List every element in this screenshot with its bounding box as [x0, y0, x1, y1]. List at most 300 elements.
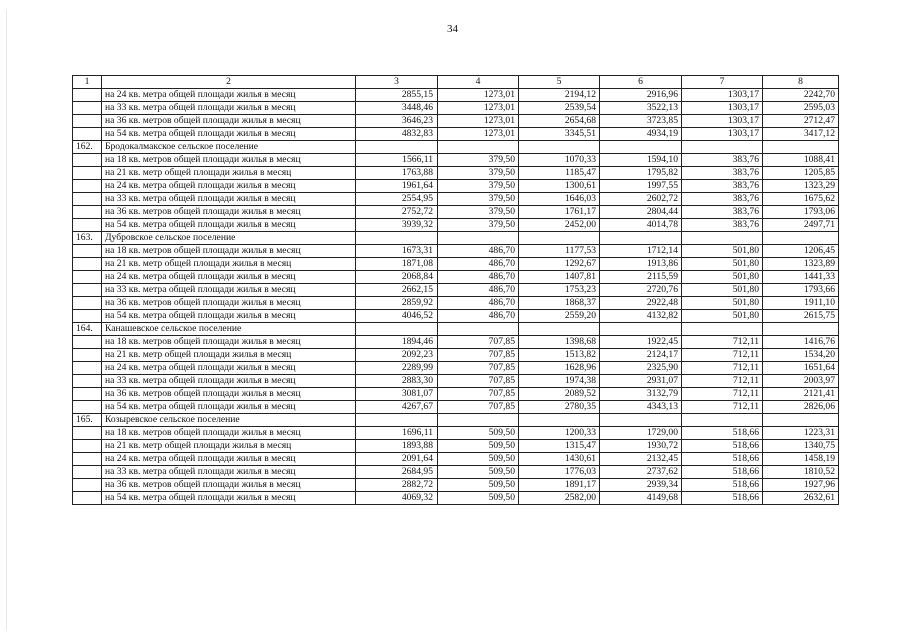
table-row	[73, 245, 839, 258]
value-cell: 1458,19	[763, 453, 839, 466]
value-cell: 712,11	[682, 388, 763, 401]
value-cell: 1673,31	[356, 245, 438, 258]
value-cell: 501,80	[682, 297, 763, 310]
row-number	[73, 336, 102, 349]
value-cell: 486,70	[438, 310, 519, 323]
value-cell: 486,70	[438, 284, 519, 297]
value-cell: 712,11	[682, 375, 763, 388]
value-cell: 2452,00	[519, 219, 600, 232]
value-cell: 501,80	[682, 245, 763, 258]
empty-cell	[600, 414, 682, 427]
row-number	[73, 167, 102, 180]
value-cell: 2632,61	[763, 492, 839, 505]
value-cell: 1177,53	[519, 245, 600, 258]
value-cell: 2662,15	[356, 284, 438, 297]
row-description: на 21 кв. метр общей площади жилья в месяц	[102, 167, 356, 180]
value-cell: 4832,83	[356, 128, 438, 141]
section-title: Дубровское сельское поселение	[102, 232, 356, 245]
value-cell: 2855,15	[356, 89, 438, 102]
row-description: на 36 кв. метров общей площади жилья в месяц	[102, 115, 356, 128]
value-cell: 4132,82	[600, 310, 682, 323]
row-number	[73, 193, 102, 206]
value-cell: 1323,89	[763, 258, 839, 271]
table-row	[73, 154, 839, 167]
value-cell: 1303,17	[682, 115, 763, 128]
section-row	[73, 323, 839, 336]
row-number	[73, 401, 102, 414]
value-cell: 1913,86	[600, 258, 682, 271]
value-cell: 1513,82	[519, 349, 600, 362]
value-cell: 1761,17	[519, 206, 600, 219]
value-cell: 501,80	[682, 310, 763, 323]
row-description: на 54 кв. метра общей площади жилья в месяц	[102, 219, 356, 232]
value-cell: 1961,64	[356, 180, 438, 193]
value-cell: 3939,32	[356, 219, 438, 232]
value-cell: 1534,20	[763, 349, 839, 362]
value-cell: 4069,32	[356, 492, 438, 505]
empty-cell	[438, 414, 519, 427]
value-cell: 509,50	[438, 427, 519, 440]
value-cell: 1911,10	[763, 297, 839, 310]
value-cell: 3345,51	[519, 128, 600, 141]
value-cell: 1205,85	[763, 167, 839, 180]
row-description: на 24 кв. метра общей площади жилья в месяц	[102, 180, 356, 193]
value-cell: 2712,47	[763, 115, 839, 128]
value-cell: 486,70	[438, 258, 519, 271]
value-cell: 2121,41	[763, 388, 839, 401]
value-cell: 1922,45	[600, 336, 682, 349]
value-cell: 2922,48	[600, 297, 682, 310]
row-number	[73, 349, 102, 362]
row-number	[73, 271, 102, 284]
table-row	[73, 115, 839, 128]
section-title: Бродокалмакское сельское поселение	[102, 141, 356, 154]
table-row	[73, 492, 839, 505]
row-number	[73, 310, 102, 323]
value-cell: 2091,64	[356, 453, 438, 466]
value-cell: 2615,75	[763, 310, 839, 323]
value-cell: 1795,82	[600, 167, 682, 180]
value-cell: 1303,17	[682, 102, 763, 115]
row-number	[73, 154, 102, 167]
row-description: на 18 кв. метров общей площади жилья в месяц	[102, 336, 356, 349]
section-number: 162.	[73, 141, 102, 154]
value-cell: 1323,29	[763, 180, 839, 193]
table-row	[73, 297, 839, 310]
row-description: на 33 кв. метра общей площади жилья в месяц	[102, 193, 356, 206]
value-cell: 2124,17	[600, 349, 682, 362]
value-cell: 1927,96	[763, 479, 839, 492]
table-row	[73, 102, 839, 115]
value-cell: 1340,75	[763, 440, 839, 453]
row-number	[73, 245, 102, 258]
value-cell: 518,66	[682, 466, 763, 479]
empty-cell	[763, 414, 839, 427]
row-description: на 33 кв. метра общей площади жилья в месяц	[102, 284, 356, 297]
value-cell: 383,76	[682, 154, 763, 167]
value-cell: 2559,20	[519, 310, 600, 323]
column-header: 8	[763, 76, 839, 89]
table-row	[73, 479, 839, 492]
value-cell: 2684,95	[356, 466, 438, 479]
row-description: на 18 кв. метров общей площади жилья в месяц	[102, 427, 356, 440]
value-cell: 1398,68	[519, 336, 600, 349]
value-cell: 1430,61	[519, 453, 600, 466]
value-cell: 1646,03	[519, 193, 600, 206]
empty-cell	[356, 141, 438, 154]
value-cell: 4267,67	[356, 401, 438, 414]
empty-cell	[600, 141, 682, 154]
value-cell: 707,85	[438, 362, 519, 375]
table-row	[73, 466, 839, 479]
value-cell: 1729,00	[600, 427, 682, 440]
table-row	[73, 440, 839, 453]
value-cell: 379,50	[438, 154, 519, 167]
value-cell: 707,85	[438, 375, 519, 388]
section-number: 165.	[73, 414, 102, 427]
value-cell: 383,76	[682, 206, 763, 219]
value-cell: 1893,88	[356, 440, 438, 453]
row-number	[73, 115, 102, 128]
value-cell: 379,50	[438, 180, 519, 193]
row-number	[73, 89, 102, 102]
value-cell: 2582,00	[519, 492, 600, 505]
section-number: 163.	[73, 232, 102, 245]
row-number	[73, 219, 102, 232]
row-number	[73, 440, 102, 453]
value-cell: 379,50	[438, 206, 519, 219]
column-header: 5	[519, 76, 600, 89]
value-cell: 1206,45	[763, 245, 839, 258]
row-description: на 54 кв. метра общей площади жилья в месяц	[102, 492, 356, 505]
row-description: на 36 кв. метров общей площади жилья в месяц	[102, 206, 356, 219]
value-cell: 2882,72	[356, 479, 438, 492]
value-cell: 2089,52	[519, 388, 600, 401]
value-cell: 2092,23	[356, 349, 438, 362]
value-cell: 501,80	[682, 284, 763, 297]
empty-cell	[438, 232, 519, 245]
table-row	[73, 453, 839, 466]
value-cell: 1675,62	[763, 193, 839, 206]
value-cell: 3081,07	[356, 388, 438, 401]
table-row	[73, 89, 839, 102]
empty-cell	[600, 323, 682, 336]
table-row	[73, 310, 839, 323]
value-cell: 509,50	[438, 453, 519, 466]
row-description: на 24 кв. метра общей площади жилья в месяц	[102, 271, 356, 284]
value-cell: 2132,45	[600, 453, 682, 466]
value-cell: 486,70	[438, 245, 519, 258]
value-cell: 1303,17	[682, 128, 763, 141]
row-description: на 36 кв. метров общей площади жилья в месяц	[102, 297, 356, 310]
section-title: Канашевское сельское поселение	[102, 323, 356, 336]
value-cell: 4343,13	[600, 401, 682, 414]
column-header: 1	[73, 76, 102, 89]
value-cell: 1441,33	[763, 271, 839, 284]
value-cell: 1868,37	[519, 297, 600, 310]
value-cell: 518,66	[682, 492, 763, 505]
table-row	[73, 362, 839, 375]
value-cell: 383,76	[682, 193, 763, 206]
row-description: на 18 кв. метров общей площади жилья в месяц	[102, 245, 356, 258]
row-description: на 33 кв. метра общей площади жилья в месяц	[102, 375, 356, 388]
table-row	[73, 427, 839, 440]
value-cell: 1185,47	[519, 167, 600, 180]
value-cell: 379,50	[438, 219, 519, 232]
value-cell: 2804,44	[600, 206, 682, 219]
value-cell: 1628,96	[519, 362, 600, 375]
table-row	[73, 284, 839, 297]
table-row	[73, 128, 839, 141]
value-cell: 2931,07	[600, 375, 682, 388]
row-number	[73, 492, 102, 505]
empty-cell	[356, 232, 438, 245]
empty-cell	[519, 232, 600, 245]
row-description: на 21 кв. метр общей площади жилья в месяц	[102, 440, 356, 453]
table-row	[73, 258, 839, 271]
row-description: на 36 кв. метров общей площади жилья в месяц	[102, 479, 356, 492]
table-row	[73, 167, 839, 180]
value-cell: 379,50	[438, 167, 519, 180]
value-cell: 509,50	[438, 440, 519, 453]
value-cell: 2194,12	[519, 89, 600, 102]
column-header: 3	[356, 76, 438, 89]
value-cell: 383,76	[682, 180, 763, 193]
row-number	[73, 128, 102, 141]
empty-cell	[519, 414, 600, 427]
section-row	[73, 414, 839, 427]
value-cell: 3417,12	[763, 128, 839, 141]
value-cell: 518,66	[682, 479, 763, 492]
table-row	[73, 401, 839, 414]
value-cell: 1712,14	[600, 245, 682, 258]
empty-cell	[763, 232, 839, 245]
value-cell: 1793,66	[763, 284, 839, 297]
value-cell: 4934,19	[600, 128, 682, 141]
section-row	[73, 232, 839, 245]
value-cell: 2752,72	[356, 206, 438, 219]
value-cell: 3448,46	[356, 102, 438, 115]
value-cell: 2325,90	[600, 362, 682, 375]
value-cell: 509,50	[438, 492, 519, 505]
value-cell: 1407,81	[519, 271, 600, 284]
value-cell: 1696,11	[356, 427, 438, 440]
row-description: на 54 кв. метра общей площади жилья в месяц	[102, 310, 356, 323]
value-cell: 1200,33	[519, 427, 600, 440]
value-cell: 1894,46	[356, 336, 438, 349]
column-header: 2	[102, 76, 356, 89]
value-cell: 2289,99	[356, 362, 438, 375]
row-description: на 21 кв. метр общей площади жилья в месяц	[102, 349, 356, 362]
value-cell: 4046,52	[356, 310, 438, 323]
value-cell: 1416,76	[763, 336, 839, 349]
empty-cell	[519, 141, 600, 154]
value-cell: 518,66	[682, 453, 763, 466]
value-cell: 509,50	[438, 466, 519, 479]
value-cell: 712,11	[682, 349, 763, 362]
row-description: на 33 кв. метра общей площади жилья в месяц	[102, 466, 356, 479]
value-cell: 2115,59	[600, 271, 682, 284]
value-cell: 2916,96	[600, 89, 682, 102]
value-cell: 486,70	[438, 271, 519, 284]
row-number	[73, 427, 102, 440]
value-cell: 486,70	[438, 297, 519, 310]
value-cell: 2554,95	[356, 193, 438, 206]
value-cell: 2859,92	[356, 297, 438, 310]
empty-cell	[519, 323, 600, 336]
row-number	[73, 284, 102, 297]
table-row	[73, 388, 839, 401]
row-description: на 54 кв. метра общей площади жилья в месяц	[102, 128, 356, 141]
row-number	[73, 375, 102, 388]
section-title: Козыревское сельское поселение	[102, 414, 356, 427]
value-cell: 2595,03	[763, 102, 839, 115]
value-cell: 712,11	[682, 362, 763, 375]
value-cell: 501,80	[682, 258, 763, 271]
value-cell: 4014,78	[600, 219, 682, 232]
empty-cell	[600, 232, 682, 245]
empty-cell	[438, 141, 519, 154]
value-cell: 712,11	[682, 336, 763, 349]
value-cell: 1651,64	[763, 362, 839, 375]
value-cell: 2539,54	[519, 102, 600, 115]
row-number	[73, 453, 102, 466]
value-cell: 1871,08	[356, 258, 438, 271]
value-cell: 1891,17	[519, 479, 600, 492]
row-number	[73, 180, 102, 193]
scan-edge	[6, 10, 7, 630]
value-cell: 2720,76	[600, 284, 682, 297]
value-cell: 1793,06	[763, 206, 839, 219]
value-cell: 2883,30	[356, 375, 438, 388]
value-cell: 3132,79	[600, 388, 682, 401]
value-cell: 3522,13	[600, 102, 682, 115]
row-description: на 18 кв. метров общей площади жилья в месяц	[102, 154, 356, 167]
value-cell: 2602,72	[600, 193, 682, 206]
row-number	[73, 258, 102, 271]
tariff-table	[72, 75, 839, 505]
row-description: на 24 кв. метра общей площади жилья в месяц	[102, 89, 356, 102]
empty-cell	[356, 323, 438, 336]
row-number	[73, 102, 102, 115]
value-cell: 1594,10	[600, 154, 682, 167]
row-description: на 33 кв. метра общей площади жилья в месяц	[102, 102, 356, 115]
value-cell: 1273,01	[438, 102, 519, 115]
column-header: 4	[438, 76, 519, 89]
value-cell: 379,50	[438, 193, 519, 206]
value-cell: 1273,01	[438, 128, 519, 141]
value-cell: 2068,84	[356, 271, 438, 284]
empty-cell	[682, 141, 763, 154]
table-row	[73, 336, 839, 349]
value-cell: 3646,23	[356, 115, 438, 128]
value-cell: 1566,11	[356, 154, 438, 167]
section-row	[73, 141, 839, 154]
value-cell: 2654,68	[519, 115, 600, 128]
table-row	[73, 193, 839, 206]
value-cell: 2826,06	[763, 401, 839, 414]
value-cell: 1315,47	[519, 440, 600, 453]
section-number: 164.	[73, 323, 102, 336]
value-cell: 1070,33	[519, 154, 600, 167]
empty-cell	[438, 323, 519, 336]
page-number: 34	[447, 23, 458, 35]
row-number	[73, 388, 102, 401]
column-header: 6	[600, 76, 682, 89]
value-cell: 707,85	[438, 401, 519, 414]
value-cell: 1810,52	[763, 466, 839, 479]
empty-cell	[682, 414, 763, 427]
empty-cell	[763, 323, 839, 336]
value-cell: 2497,71	[763, 219, 839, 232]
value-cell: 1273,01	[438, 115, 519, 128]
value-cell: 518,66	[682, 427, 763, 440]
value-cell: 2003,97	[763, 375, 839, 388]
empty-cell	[682, 323, 763, 336]
table-row	[73, 219, 839, 232]
value-cell: 2242,70	[763, 89, 839, 102]
value-cell: 2939,34	[600, 479, 682, 492]
value-cell: 509,50	[438, 479, 519, 492]
table-row	[73, 206, 839, 219]
value-cell: 1223,31	[763, 427, 839, 440]
row-description: на 24 кв. метра общей площади жилья в месяц	[102, 453, 356, 466]
row-number	[73, 297, 102, 310]
value-cell: 1753,23	[519, 284, 600, 297]
value-cell: 707,85	[438, 349, 519, 362]
row-number	[73, 206, 102, 219]
value-cell: 707,85	[438, 336, 519, 349]
table-row	[73, 349, 839, 362]
row-number	[73, 362, 102, 375]
value-cell: 2737,62	[600, 466, 682, 479]
value-cell: 712,11	[682, 401, 763, 414]
row-description: на 24 кв. метра общей площади жилья в месяц	[102, 362, 356, 375]
value-cell: 1303,17	[682, 89, 763, 102]
table-row	[73, 180, 839, 193]
value-cell: 1763,88	[356, 167, 438, 180]
value-cell: 1997,55	[600, 180, 682, 193]
row-description: на 54 кв. метра общей площади жилья в месяц	[102, 401, 356, 414]
value-cell: 1273,01	[438, 89, 519, 102]
value-cell: 3723,85	[600, 115, 682, 128]
value-cell: 2780,35	[519, 401, 600, 414]
value-cell: 1776,03	[519, 466, 600, 479]
value-cell: 707,85	[438, 388, 519, 401]
header-row	[73, 76, 839, 89]
row-number	[73, 479, 102, 492]
row-description: на 21 кв. метр общей площади жилья в месяц	[102, 258, 356, 271]
value-cell: 1300,61	[519, 180, 600, 193]
row-number	[73, 466, 102, 479]
value-cell: 1974,38	[519, 375, 600, 388]
value-cell: 1930,72	[600, 440, 682, 453]
column-header: 7	[682, 76, 763, 89]
value-cell: 383,76	[682, 167, 763, 180]
value-cell: 4149,68	[600, 492, 682, 505]
value-cell: 501,80	[682, 271, 763, 284]
empty-cell	[356, 414, 438, 427]
row-description: на 36 кв. метров общей площади жилья в месяц	[102, 388, 356, 401]
value-cell: 383,76	[682, 219, 763, 232]
table-row	[73, 271, 839, 284]
empty-cell	[682, 232, 763, 245]
value-cell: 1292,67	[519, 258, 600, 271]
value-cell: 518,66	[682, 440, 763, 453]
table-row	[73, 375, 839, 388]
value-cell: 1088,41	[763, 154, 839, 167]
empty-cell	[763, 141, 839, 154]
